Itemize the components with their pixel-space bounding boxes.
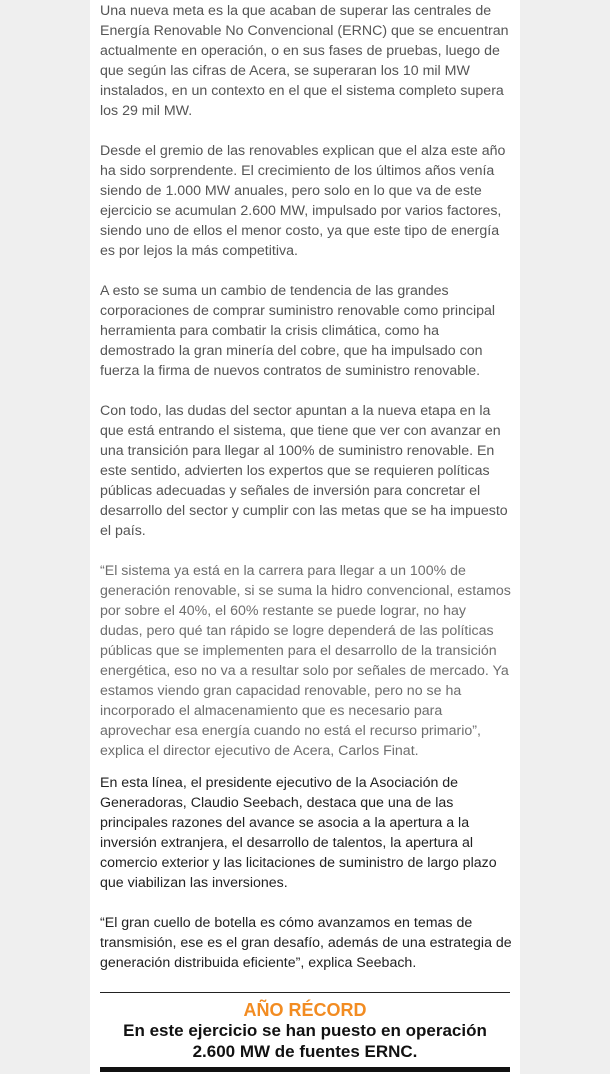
paragraph-3: A esto se suma un cambio de tendencia de las grandes corporaciones de comprar suministro renovable como principal herramienta para combatir la crisis climática, como ha demostrado la gran minería del cobre, que ha impulsado con fuerza la firma de nuevos contratos de suministro renovable. [100, 283, 496, 379]
paragraph-4: Con todo, las dudas del sector apuntan a la nueva etapa en la que está entrando el sistema, que tiene que ver con avanzar en una transición para llegar al 100% de suministro renovable. En este sentido, advierten los expertos que se requieren políticas públicas adecuadas y señales de inversión para concretar el desarrollo del sector y cumplir con las metas que se ha impuesto el país. [100, 403, 508, 539]
highlight-kicker: AÑO RÉCORD [243, 1000, 367, 1020]
paragraph-6: En esta línea, el presidente ejecutivo de la Asociación de Generadoras, Claudio Seebach, destaca que una de las principales razones del avance se asocia a la apertura a la inversión extranjera, el desarrollo de talentos, la apertura al comercio exterior y las licitaciones de suministro de largo plazo que viabilizan las inversiones. [100, 775, 497, 891]
page-column [90, 0, 520, 1074]
highlight-headline: En este ejercicio se han puesto en operación 2.600 MW de fuentes ERNC. [123, 1021, 487, 1061]
highlight-box [100, 992, 510, 1062]
bottom-rule [100, 1067, 510, 1072]
paragraph-2: Desde el gremio de las renovables explican que el alza este año ha sido sorprendente. El crecimiento de los últimos años venía siendo de 1.000 MW anuales, pero solo en lo que va de este ejercicio se acumulan 2.600 MW, impulsado por varios factores, siendo uno de ellos el menor costo, ya que este tipo de energía es por lejos la más competitiva. [100, 143, 506, 259]
article-body [100, 0, 512, 973]
paragraph-7-quote: “El gran cuello de botella es cómo avanzamos en temas de transmisión, ese es el gran desafío, además de una estrategia de generación distribuida eficiente”, explica Seebach. [100, 915, 512, 971]
paragraph-5-quote: “El sistema ya está en la carrera para llegar a un 100% de generación renovable, si se suma la hidro convencional, estamos por sobre el 40%, el 60% restante se puede lograr, no hay dudas, pero qué tan rápido se logre dependerá de las políticas públicas que se implementen para el desarrollo de la transición energética, eso no va a resultar solo por señales de mercado. Ya estamos viendo gran capacidad renovable, pero no se ha incorporado el almacenamiento que es necesario para aprovechar esa energía cuando no está el recurso primario”, explica el director ejecutivo de Acera, Carlos Finat. [100, 563, 511, 759]
paragraph-1: Una nueva meta es la que acaban de superar las centrales de Energía Renovable No Convencional (ERNC) que se encuentran actualmente en operación, o en sus fases de pruebas, luego de que según las cifras de Acera, se superaran los 10 mil MW instalados, en un contexto en el que el sistema completo supera los 29 mil MW. [100, 3, 509, 119]
